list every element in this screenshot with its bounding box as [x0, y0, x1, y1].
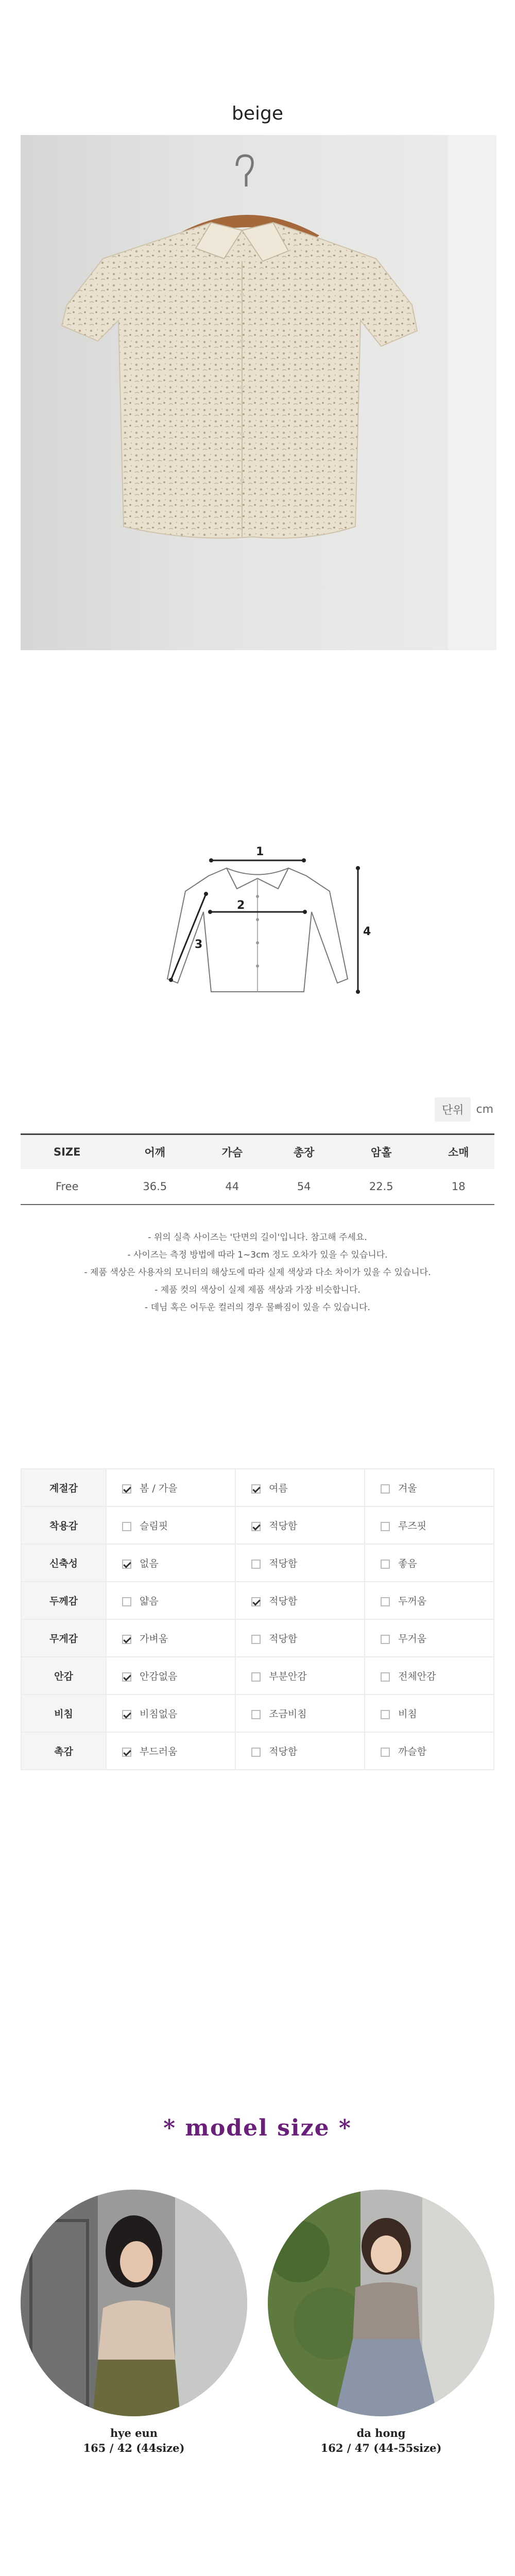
- property-option-label: 부드러움: [140, 1746, 178, 1757]
- size-cell: 54: [268, 1169, 339, 1205]
- size-col-header: 암홀: [340, 1134, 423, 1170]
- property-option-label: 좋음: [398, 1558, 417, 1569]
- property-option: [106, 1506, 235, 1544]
- property-option-label: 비침없음: [140, 1708, 178, 1720]
- model-card: [21, 2190, 247, 2454]
- unchecked-checkbox-icon: [122, 1597, 131, 1606]
- property-label: 비침: [21, 1694, 106, 1732]
- size-col-header: 어깨: [113, 1134, 196, 1170]
- unchecked-checkbox-icon: [381, 1672, 390, 1682]
- property-option: [235, 1694, 365, 1732]
- note-line: - 제품 색상은 사용자의 모니터의 해상도에 따라 실제 색상과 다소 차이가 있을 수 있습니다.: [84, 1267, 431, 1278]
- property-option-label: 가벼움: [140, 1633, 168, 1645]
- unchecked-checkbox-icon: [251, 1635, 261, 1644]
- property-option: [106, 1582, 235, 1619]
- property-option-label: 비침: [398, 1708, 417, 1720]
- property-row: [21, 1544, 494, 1582]
- property-option-label: 봄 / 가을: [140, 1483, 178, 1494]
- checked-checkbox-icon: [122, 1710, 131, 1719]
- property-option: [106, 1657, 235, 1694]
- property-label: 두께감: [21, 1582, 106, 1619]
- property-option: [365, 1469, 494, 1506]
- model-name: hye eun: [110, 2427, 158, 2439]
- property-option: [235, 1544, 365, 1582]
- property-option-label: 안감없음: [140, 1671, 178, 1682]
- unchecked-checkbox-icon: [251, 1710, 261, 1719]
- property-option: [235, 1619, 365, 1657]
- fabric-properties-table: [21, 1468, 494, 1770]
- model-spec: 165 / 42 (44size): [83, 2442, 185, 2454]
- size-cell: Free: [21, 1169, 113, 1205]
- diagram-label-2: 2: [237, 899, 245, 912]
- checked-checkbox-icon: [251, 1484, 261, 1494]
- unchecked-checkbox-icon: [381, 1710, 390, 1719]
- model-photo: [268, 2190, 494, 2416]
- property-option: [106, 1694, 235, 1732]
- property-row: [21, 1657, 494, 1694]
- property-label: 안감: [21, 1657, 106, 1694]
- property-option-label: 겨울: [398, 1483, 417, 1494]
- diagram-label-4: 4: [363, 925, 371, 938]
- property-option: [365, 1544, 494, 1582]
- property-option-label: 적당함: [269, 1520, 298, 1532]
- property-option-label: 루즈핏: [398, 1520, 427, 1532]
- property-label: 무게감: [21, 1619, 106, 1657]
- property-option: [235, 1469, 365, 1506]
- property-option: [365, 1506, 494, 1544]
- checked-checkbox-icon: [251, 1522, 261, 1531]
- property-row: [21, 1619, 494, 1657]
- unchecked-checkbox-icon: [251, 1560, 261, 1569]
- property-option: [235, 1732, 365, 1770]
- property-option: [106, 1732, 235, 1770]
- model-card: [268, 2190, 494, 2454]
- property-option-label: 무거움: [398, 1633, 427, 1645]
- unit-value: cm: [476, 1103, 493, 1116]
- size-cell: 22.5: [340, 1169, 423, 1205]
- unchecked-checkbox-icon: [381, 1484, 390, 1494]
- property-label: 착용감: [21, 1506, 106, 1544]
- product-photo: [21, 135, 496, 650]
- size-table: [21, 1133, 494, 1205]
- checked-checkbox-icon: [122, 1672, 131, 1682]
- property-option-label: 까슬함: [398, 1746, 427, 1757]
- property-option-label: 적당함: [269, 1746, 298, 1757]
- property-row: [21, 1506, 494, 1544]
- property-option-label: 적당함: [269, 1596, 298, 1607]
- table-row: [21, 1169, 494, 1205]
- unchecked-checkbox-icon: [381, 1560, 390, 1569]
- property-label: 계절감: [21, 1469, 106, 1506]
- property-option: [235, 1657, 365, 1694]
- property-option: [365, 1619, 494, 1657]
- property-label: 신축성: [21, 1544, 106, 1582]
- property-option: [365, 1732, 494, 1770]
- property-option-label: 조금비침: [269, 1708, 307, 1720]
- checked-checkbox-icon: [122, 1560, 131, 1569]
- size-cell: 36.5: [113, 1169, 196, 1205]
- size-notes: [0, 1229, 515, 1316]
- unit-indicator: [435, 1097, 493, 1122]
- size-col-header: 총장: [268, 1134, 339, 1170]
- checked-checkbox-icon: [251, 1597, 261, 1606]
- checked-checkbox-icon: [122, 1748, 131, 1757]
- property-option-label: 전체안감: [398, 1671, 436, 1682]
- color-label: beige: [231, 103, 283, 124]
- unchecked-checkbox-icon: [251, 1748, 261, 1757]
- property-row: [21, 1732, 494, 1770]
- property-option: [365, 1582, 494, 1619]
- size-cell: 18: [423, 1169, 494, 1205]
- size-cell: 44: [196, 1169, 268, 1205]
- property-option-label: 부분안감: [269, 1671, 307, 1682]
- property-option-label: 두꺼움: [398, 1596, 427, 1607]
- size-col-header: 소매: [423, 1134, 494, 1170]
- model-photo: [21, 2190, 247, 2416]
- note-line: - 위의 실측 사이즈는 '단면의 길이'입니다. 참고해 주세요.: [148, 1232, 367, 1243]
- property-option-label: 적당함: [269, 1558, 298, 1569]
- diagram-label-1: 1: [256, 845, 264, 858]
- model-size-title: * model size *: [163, 2115, 352, 2141]
- property-option: [365, 1694, 494, 1732]
- unchecked-checkbox-icon: [381, 1597, 390, 1606]
- property-option-label: 얇음: [140, 1596, 159, 1607]
- checked-checkbox-icon: [122, 1484, 131, 1494]
- unchecked-checkbox-icon: [381, 1748, 390, 1757]
- checked-checkbox-icon: [122, 1635, 131, 1644]
- property-label: 촉감: [21, 1732, 106, 1770]
- property-option: [365, 1657, 494, 1694]
- property-option-label: 적당함: [269, 1633, 298, 1645]
- unchecked-checkbox-icon: [122, 1522, 131, 1531]
- property-option: [106, 1469, 235, 1506]
- note-line: - 제품 컷의 색상이 실제 제품 색상과 가장 비슷합니다.: [154, 1285, 360, 1295]
- model-spec: 162 / 47 (44-55size): [320, 2442, 442, 2454]
- property-row: [21, 1469, 494, 1506]
- unchecked-checkbox-icon: [251, 1672, 261, 1682]
- model-name: da hong: [356, 2427, 406, 2439]
- unit-label: 단위: [435, 1097, 471, 1122]
- diagram-label-3: 3: [195, 938, 203, 951]
- property-option: [106, 1544, 235, 1582]
- note-line: - 사이즈는 측정 방법에 따라 1~3cm 정도 오차가 있을 수 있습니다.: [127, 1250, 388, 1260]
- size-col-header: SIZE: [21, 1134, 113, 1170]
- size-table-header: [21, 1134, 494, 1170]
- property-option-label: 없음: [140, 1558, 159, 1569]
- unchecked-checkbox-icon: [381, 1635, 390, 1644]
- property-option-label: 여름: [269, 1483, 288, 1494]
- property-option-label: 슬림핏: [140, 1520, 168, 1532]
- size-diagram: [154, 845, 371, 1046]
- property-option: [235, 1506, 365, 1544]
- property-row: [21, 1694, 494, 1732]
- property-option: [106, 1619, 235, 1657]
- note-line: - 데님 혹은 어두운 컬러의 경우 물빠짐이 있을 수 있습니다.: [145, 1302, 370, 1313]
- unchecked-checkbox-icon: [381, 1522, 390, 1531]
- shirt-on-hanger-image: [21, 135, 496, 650]
- size-col-header: 가슴: [196, 1134, 268, 1170]
- property-row: [21, 1582, 494, 1619]
- property-option: [235, 1582, 365, 1619]
